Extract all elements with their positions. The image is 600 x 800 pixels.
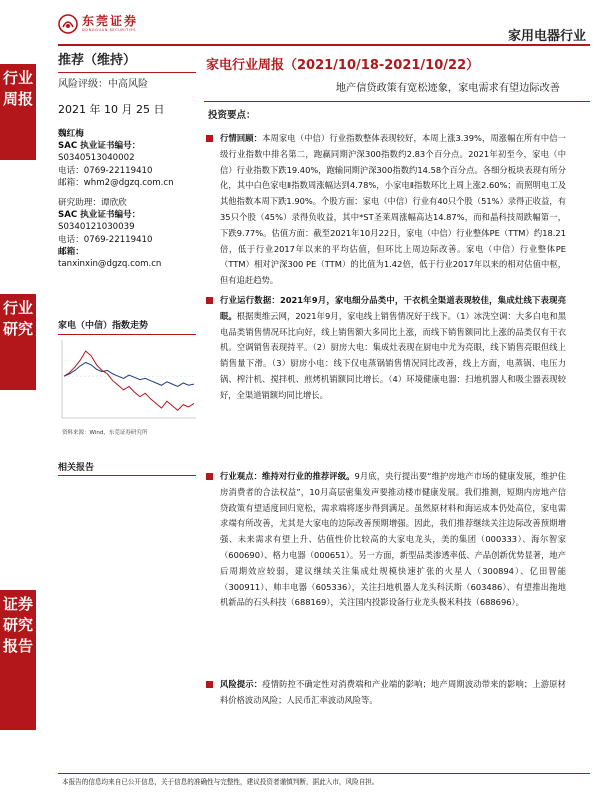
index-trend-chart	[60, 338, 198, 420]
point-lead: 行业观点：维持对行业的推荐评级。	[220, 471, 355, 481]
sidebar-tab-securities-report: 证券研究报告	[0, 590, 36, 730]
point-lead: 行情回顾：	[220, 133, 263, 143]
point-body: 本周家电（中信）行业指数整体表现较好，本周上涨3.39%，周涨幅在所有中信一级行业指数中排名第二，跑赢同期沪深300指数约2.83个百分点。2021年初至今，家电（中信）行业指数下跌19.40%，跑输同期沪深300指数约14.58个百分点。各细分板块表现有所分化，其中白色家电Ⅱ指数周涨幅达到4.78%，小家电Ⅱ指数环比上周上涨2.60%；而照明电工及其他指数本周下跌1.90%。个股方面：家电（中信）行业有40只个股（51%）录得正收益，有35只个股（45%）录得负收益，其中*ST圣莱周涨幅高达14.87%，而和晶科技周跌幅第一，下跌9.77%。估值方面：截至2021年10月22日，家电（中信）行业整体PE（TTM）约18.21倍，低于行业2017年以来的平均估值，但环比上周边际改善。家电（中信）行业整体PE（TTM）相对沪深300 PE（TTM）的比值为1.42倍，低于行业2017年以来的相对估值中枢，但有追赶趋势。	[220, 133, 566, 286]
assistant-sac-label: SAC 执业证书编号：	[58, 210, 141, 221]
point-industry-view	[206, 469, 566, 669]
chart-title: 家电（中信）指数走势	[58, 321, 149, 331]
related-reports-title: 相关报告	[58, 463, 95, 473]
brand-logo	[58, 14, 138, 34]
report-subtitle: 地产信贷政策有宽松迹象，家电需求有望边际改善	[335, 83, 560, 94]
point-lead: 风险提示：	[220, 679, 263, 689]
title-divider	[204, 101, 590, 102]
analyst-email[interactable]: 邮箱：whm2@dgzq.com.cn	[58, 177, 174, 188]
point-body: 9月底，央行提出要“维护房地产市场的健康发展，维护住房消费者的合法权益”，10月高层密集发声要推动楼市健康发展。我们推测，短期内房地产信贷政策有望适度回归宽松，需求端将逐步得到满足。虽然原材料和海运成本仍处高位，家电需求端有所改善，尤其是大家电的边际改善预期增强。因此，我们推荐继续关注边际改善预期增强、未来需求有望上升、估值性价比较高的大家电龙头，美的集团（000333）、海尔智家（600690）、格力电器（000651）。另一方面，新型品类渗透率低、产品创新优势显著，地产后周期效应较弱，建议继续关注集成灶规模快速扩张的火星人（300894）、亿田智能（300911）、帅丰电器（605336），关注扫地机器人龙头科沃斯（603486）、有望推出拖地机新品的石头科技（688169），关注国内投影设备行业龙头极米科技（688696）。	[220, 471, 566, 608]
analyst-phone: 电话：0769-22119410	[58, 165, 153, 176]
point-market-review	[206, 131, 566, 286]
header-divider	[58, 44, 590, 46]
logo-english-name: DONGGUAN SECURITIES	[82, 28, 137, 32]
point-body: 根据奥维云网，2021年9月，家电线上销售情况好于线下。（1）冰洗空调：大多白电和黑电品类销售情况环比向好，线上销售额大多同比上涨，而线下销售额同比上涨的品类仅有干衣机。空调销售表现持平。（2）厨房大电：集成灶表现在厨电中尤为亮眼，线下销售亮眼但线上销售量下滑。（3）厨房小电：线下仅电蒸锅销售情况同比改善，线上方面，电蒸锅、电压力锅、榨汁机、搅拌机、煎烤机销额同比增长。（4）环境健康电器：扫地机器人和吸尘器表现较好，全渠道销额均同比增长。	[220, 310, 566, 400]
assistant-name: 研究助理：谭欣欣	[58, 198, 127, 209]
analyst-sac-number: S0340513040002	[58, 153, 135, 164]
chart-series-line-2	[64, 362, 194, 386]
industry-title: 家用电器行业	[507, 29, 586, 44]
report-date: 2021 年 10 月 25 日	[58, 103, 165, 116]
point-body: 疫情防控不确定性对消费端和产业端的影响；地产周期波动带来的影响；上游原材料价格波动风险；人民币汇率波动风险等。	[220, 679, 566, 705]
bullet-marker	[206, 135, 213, 142]
report-title: 家电行业周报（2021/10/18-2021/10/22）	[206, 58, 480, 73]
assistant-email[interactable]: tanxinxin@dgzq.com.cn	[58, 259, 162, 270]
related-divider	[58, 475, 196, 476]
bullet-marker	[206, 473, 213, 480]
footer-disclaimer: 本报告的信息均来自已公开信息，关于信息的准确性与完整性，建议投资者谨慎判断，据此入市，风险自担。	[62, 778, 379, 786]
assistant-sac-number: S0340121030039	[58, 222, 135, 233]
logo-chinese-name: 东莞证券	[82, 14, 139, 28]
analyst-info	[58, 128, 198, 270]
page-header	[0, 0, 600, 56]
bullet-marker	[206, 297, 213, 304]
chart-series-line-1	[64, 351, 194, 410]
investment-points	[206, 131, 566, 709]
analyst-name: 魏红梅	[58, 129, 84, 139]
point-industry-data	[206, 293, 566, 459]
chart-source: 资料来源：Wind，东莞证券研究所	[62, 430, 148, 436]
sidebar-tab-industry-research: 行业研究	[0, 294, 36, 390]
investment-highlights-label: 投资要点：	[208, 110, 256, 121]
point-lead: 行业运行数据：2021年9月，家电细分品类中，干衣机全渠道表现较佳，集成灶线下表现亮眼。	[220, 295, 566, 321]
rating-label: 推荐（维持）	[58, 53, 137, 68]
bullet-marker	[206, 681, 213, 688]
assistant-phone: 电话：0769-22119410	[58, 234, 153, 245]
rating-panel	[58, 50, 196, 116]
risk-rating: 风险评级：中高风险	[58, 79, 148, 90]
assistant-email-label: 邮箱：	[58, 246, 84, 257]
logo-emblem-icon	[58, 14, 78, 34]
chart-divider	[58, 334, 196, 335]
point-risk-warning	[206, 677, 566, 709]
footer-divider	[58, 773, 590, 774]
sidebar-tab-weekly: 行业周报	[0, 64, 36, 160]
analyst-sac-label: SAC 执业证书编号：	[58, 141, 141, 152]
